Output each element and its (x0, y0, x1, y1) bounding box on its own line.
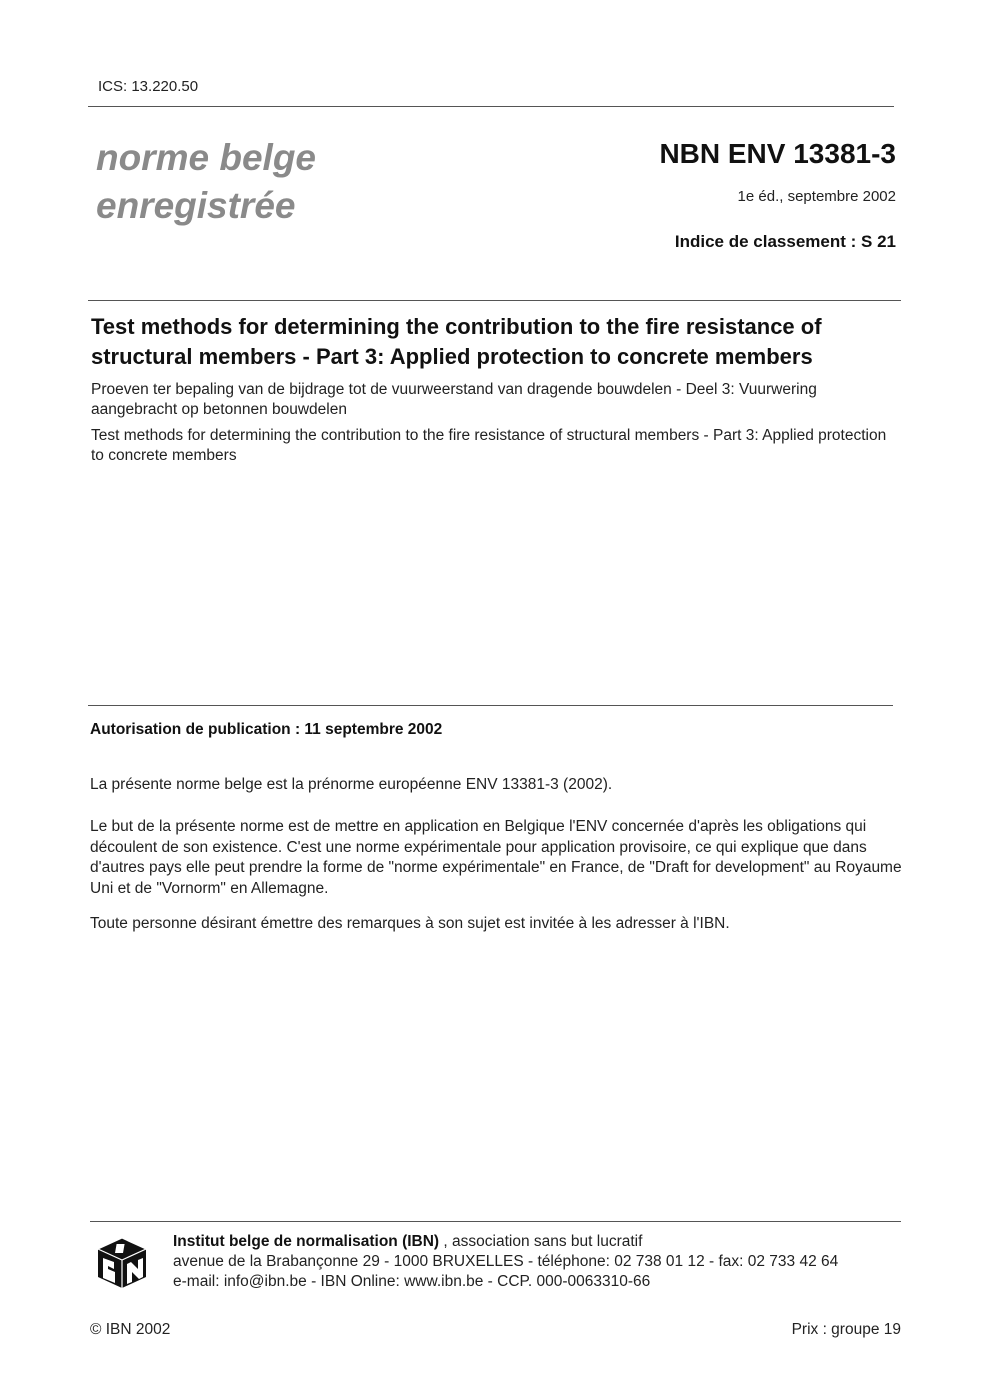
title-dutch: Proeven ter bepaling van de bijdrage tot de vuurweerstand van dragende bouwdelen - Deel 3: Vuurwering aangebracht op betonnen bouwdelen (91, 381, 817, 418)
price-group: Prix : groupe 19 (791, 1321, 901, 1338)
publication-authorisation: Autorisation de publication : 11 septembre 2002 (90, 721, 443, 738)
copyright: © IBN 2002 (90, 1321, 171, 1338)
ics-code: ICS: 13.220.50 (98, 78, 199, 95)
address-line: avenue de la Brabançonne 29 - 1000 BRUXELLES - téléphone: 02 738 01 12 - fax: 02 733 42 64 (173, 1253, 839, 1270)
edition-date: 1e éd., septembre 2002 (737, 188, 896, 205)
footer-divider (90, 1221, 901, 1222)
org-line (173, 1232, 838, 1252)
classification-index: Indice de classement : S 21 (674, 232, 896, 251)
org-name: Institut belge de normalisation (IBN) (173, 1233, 440, 1250)
brand-line-1: norme belge (96, 137, 316, 178)
title-english-main: Test methods for determining the contribution to the fire resistance of structural members - Part 3: Applied protection to concrete members (91, 314, 822, 369)
contact-line: e-mail: info@ibn.be - IBN Online: www.ibn.be - CCP. 000-0063310-66 (173, 1273, 651, 1290)
body-divider (88, 705, 893, 706)
top-divider (88, 106, 894, 107)
standard-number: NBN ENV 13381-3 (659, 138, 896, 169)
body-paragraph-3: Toute personne désirant émettre des remarques à son sujet est invitée à les adresser à l'IBN. (90, 915, 730, 932)
footer-address-block (173, 1232, 838, 1292)
body-paragraph-1: La présente norme belge est la prénorme européenne ENV 13381-3 (2002). (90, 776, 613, 793)
title-english-secondary: Test methods for determining the contribution to the fire resistance of structural members - Part 3: Applied protection to concrete members (91, 427, 887, 464)
brand-line-2: enregistrée (96, 185, 296, 226)
org-suffix: , association sans but lucratif (439, 1233, 643, 1250)
brand-title (96, 134, 316, 230)
title-divider (88, 300, 901, 301)
body-paragraph-2: Le but de la présente norme est de mettre en application en Belgique l'ENV concernée d'après les obligations qui découlent de son existence. C'est une norme expérimentale pour application provisoire, ce qui explique que dans d'autres pays elle peut prendre la forme de "norme expérimentale" en France, de "Draft for development" au Royaume Uni et de "Vornorm" en Allemagne. (90, 818, 902, 897)
ibn-logo-icon (96, 1236, 148, 1290)
